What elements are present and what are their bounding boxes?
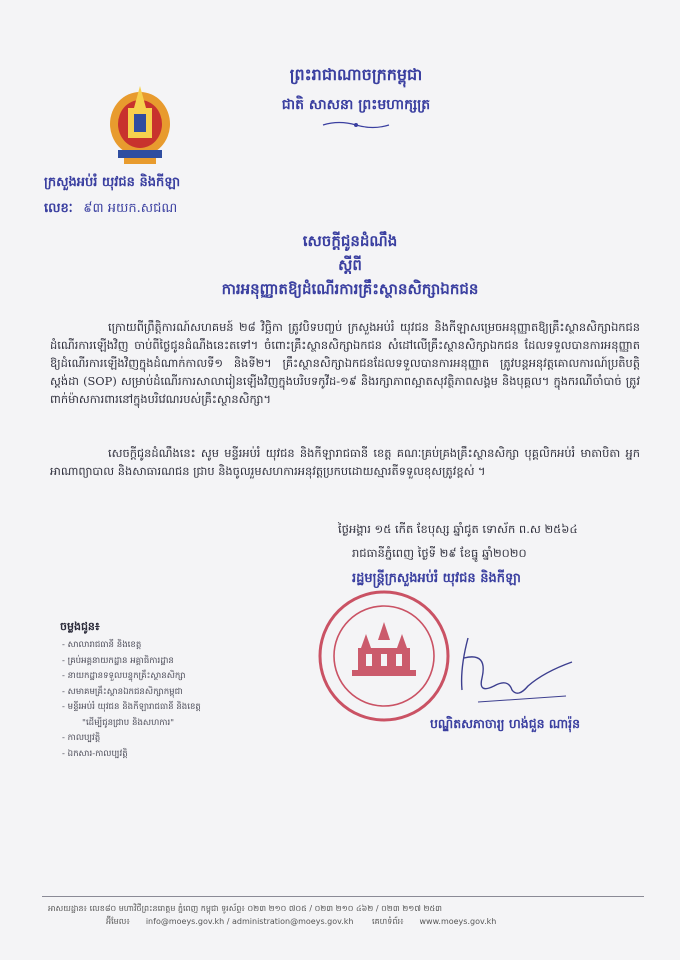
document-subject: ការអនុញ្ញាតឱ្យដំណើរការគ្រឹះស្ថានសិក្សាឯកជន xyxy=(221,280,479,298)
footer-contacts xyxy=(48,915,644,928)
document-subject-label: ស្តីពី xyxy=(338,256,362,274)
signer-name: បណ្ឌិតសភាចារ្យ ហង់ជួន ណារ៉ុន xyxy=(430,716,581,731)
ministry-name: ក្រសួងអប់រំ យុវជន និងកីឡា xyxy=(44,175,181,190)
footer-email-label: អ៊ីមែល៖ xyxy=(106,917,130,926)
cc-item: - នាយកដ្ឋានទទួលបន្ទុកគ្រឹះស្ថានសិក្សា xyxy=(62,669,201,685)
national-motto: ជាតិ សាសនា ព្រះមហាក្សត្រ xyxy=(281,97,431,113)
cc-item-note: "ដើម្បីជូនជ្រាប និងសហការ" xyxy=(82,717,175,728)
footer-address: អាសយដ្ឋាន៖ លេខ៨០ មហាវិថីព្រះនរោត្តម ភ្នំពេញ កម្ពុជា ទូរស័ព្ទ៖ ០២៣ ២១០ ៧០៥ / ០២៣ ២១០ ៤៦២ / ០២៣ ២១៧ ២៥៣ xyxy=(48,904,443,913)
reference-number xyxy=(44,200,177,219)
lunar-date: ថ្ងៃអង្គារ ១៥ កើត ខែបុស្ស ឆ្នាំជូត ទោស័ក ព.ស ២៥៦៤ xyxy=(338,522,578,536)
ministry-seal-icon xyxy=(316,588,452,724)
footer-website-label: គេហទំព័រ៖ xyxy=(372,917,404,926)
footer-website[interactable]: www.moeys.gov.kh xyxy=(419,917,497,926)
cc-item: - គ្រប់អគ្គនាយកដ្ឋាន អគ្គាធិការដ្ឋាន xyxy=(62,654,201,670)
footer-email[interactable]: info@moeys.gov.kh / administration@moeys.gov.kh xyxy=(145,917,354,926)
cc-title: ចម្លងជូន៖ xyxy=(60,620,100,633)
cc-item: - មន្ទីរអប់រំ យុវជន និងកីឡារាជធានី និងខេត្ត xyxy=(62,700,201,716)
kingdom-header xyxy=(236,64,476,130)
document-title: សេចក្តីជូនដំណឹង xyxy=(302,232,398,250)
cc-item: - ឯកសារ-កាលប្បវត្តិ xyxy=(62,747,201,763)
reference-value: ៩៣ អយក.សជណ xyxy=(83,201,178,216)
body-paragraph-1: ក្រោយពីព្រឹត្តិការណ៍សហគមន៍ ២៨ វិច្ឆិកា ត្រូវបិទបញ្ចប់ ក្រសួងអប់រំ យុវជន និងកីឡាសម្រេចអនុញ្ញាតឱ្យគ្រឹះស្ថានសិក្សាឯកជន ដំណើរការឡើងវិញ ចាប់ពីថ្ងៃជូនដំណឹងនេះតទៅ។ ចំពោះគ្រឹះស្ថានសិក្សាឯកជន សំដៅលើគ្រឹះស្ថានសិក្សាឯកជន ដែលទទួលបានការអនុញ្ញាតឱ្យដំណើរការឡើងវិញក្នុងដំណាក់កាលទី១ និងទី២។ គ្រឹះស្ថានសិក្សាឯកជនដែលទទួលបានការអនុញ្ញាត ត្រូវបន្តអនុវត្តគោលការណ៍ប្រតិបត្តិស្តង់ដា (SOP) សម្រាប់ដំណើរការសាលារៀនឡើងវិញក្នុងបរិបទកូវីដ-១៩ និងរក្សាភាពស្អាតសុវត្ថិភាពសង្គម និងបុគ្គល។ ក្នុងករណីចាំបាច់ ត្រូវពាក់ម៉ាសការពារនៅក្នុងបរិវេណរបស់គ្រឹះស្ថានសិក្សា។ xyxy=(50,320,640,406)
cc-item: - សមាគមគ្រឹះស្ថានឯកជនសិក្សាកម្ពុជា xyxy=(62,685,201,701)
cc-list xyxy=(62,638,201,762)
letterhead-footer xyxy=(48,902,644,928)
body-paragraph-2: សេចក្តីជូនដំណឹងនេះ សូម មន្ទីរអប់រំ យុវជន និងកីឡារាជធានី ខេត្ត គណៈគ្រប់គ្រងគ្រឹះស្ថានសិក្សា បុគ្គលិកអប់រំ មាតាបិតា អ្នកអាណាព្យាបាល និងសាធារណជន ជ្រាប និងចូលរួមសហការអនុវត្តប្រកបដោយស្មារតីទទួលខុសត្រូវខ្ពស់ ។ xyxy=(50,446,640,478)
ministry-emblem-icon xyxy=(104,74,176,166)
minister-title: រដ្ឋមន្ត្រីក្រសួងអប់រំ យុវជន និងកីឡា xyxy=(352,571,521,586)
cc-item: - សាលារាជធានី និងខេត្ត xyxy=(62,638,201,654)
footer-divider xyxy=(42,896,644,897)
handwritten-signature xyxy=(448,628,578,708)
reference-label: លេខៈ xyxy=(44,201,73,216)
flourish-ornament-icon xyxy=(321,120,391,130)
kingdom-name: ព្រះរាជាណាចក្រកម្ពុជា xyxy=(289,65,423,84)
solar-date: រាជធានីភ្នំពេញ ថ្ងៃទី ២៩ ខែធ្នូ ឆ្នាំ២០២០ xyxy=(352,546,527,560)
cc-item: - កាលប្បវត្តិ xyxy=(62,731,201,747)
